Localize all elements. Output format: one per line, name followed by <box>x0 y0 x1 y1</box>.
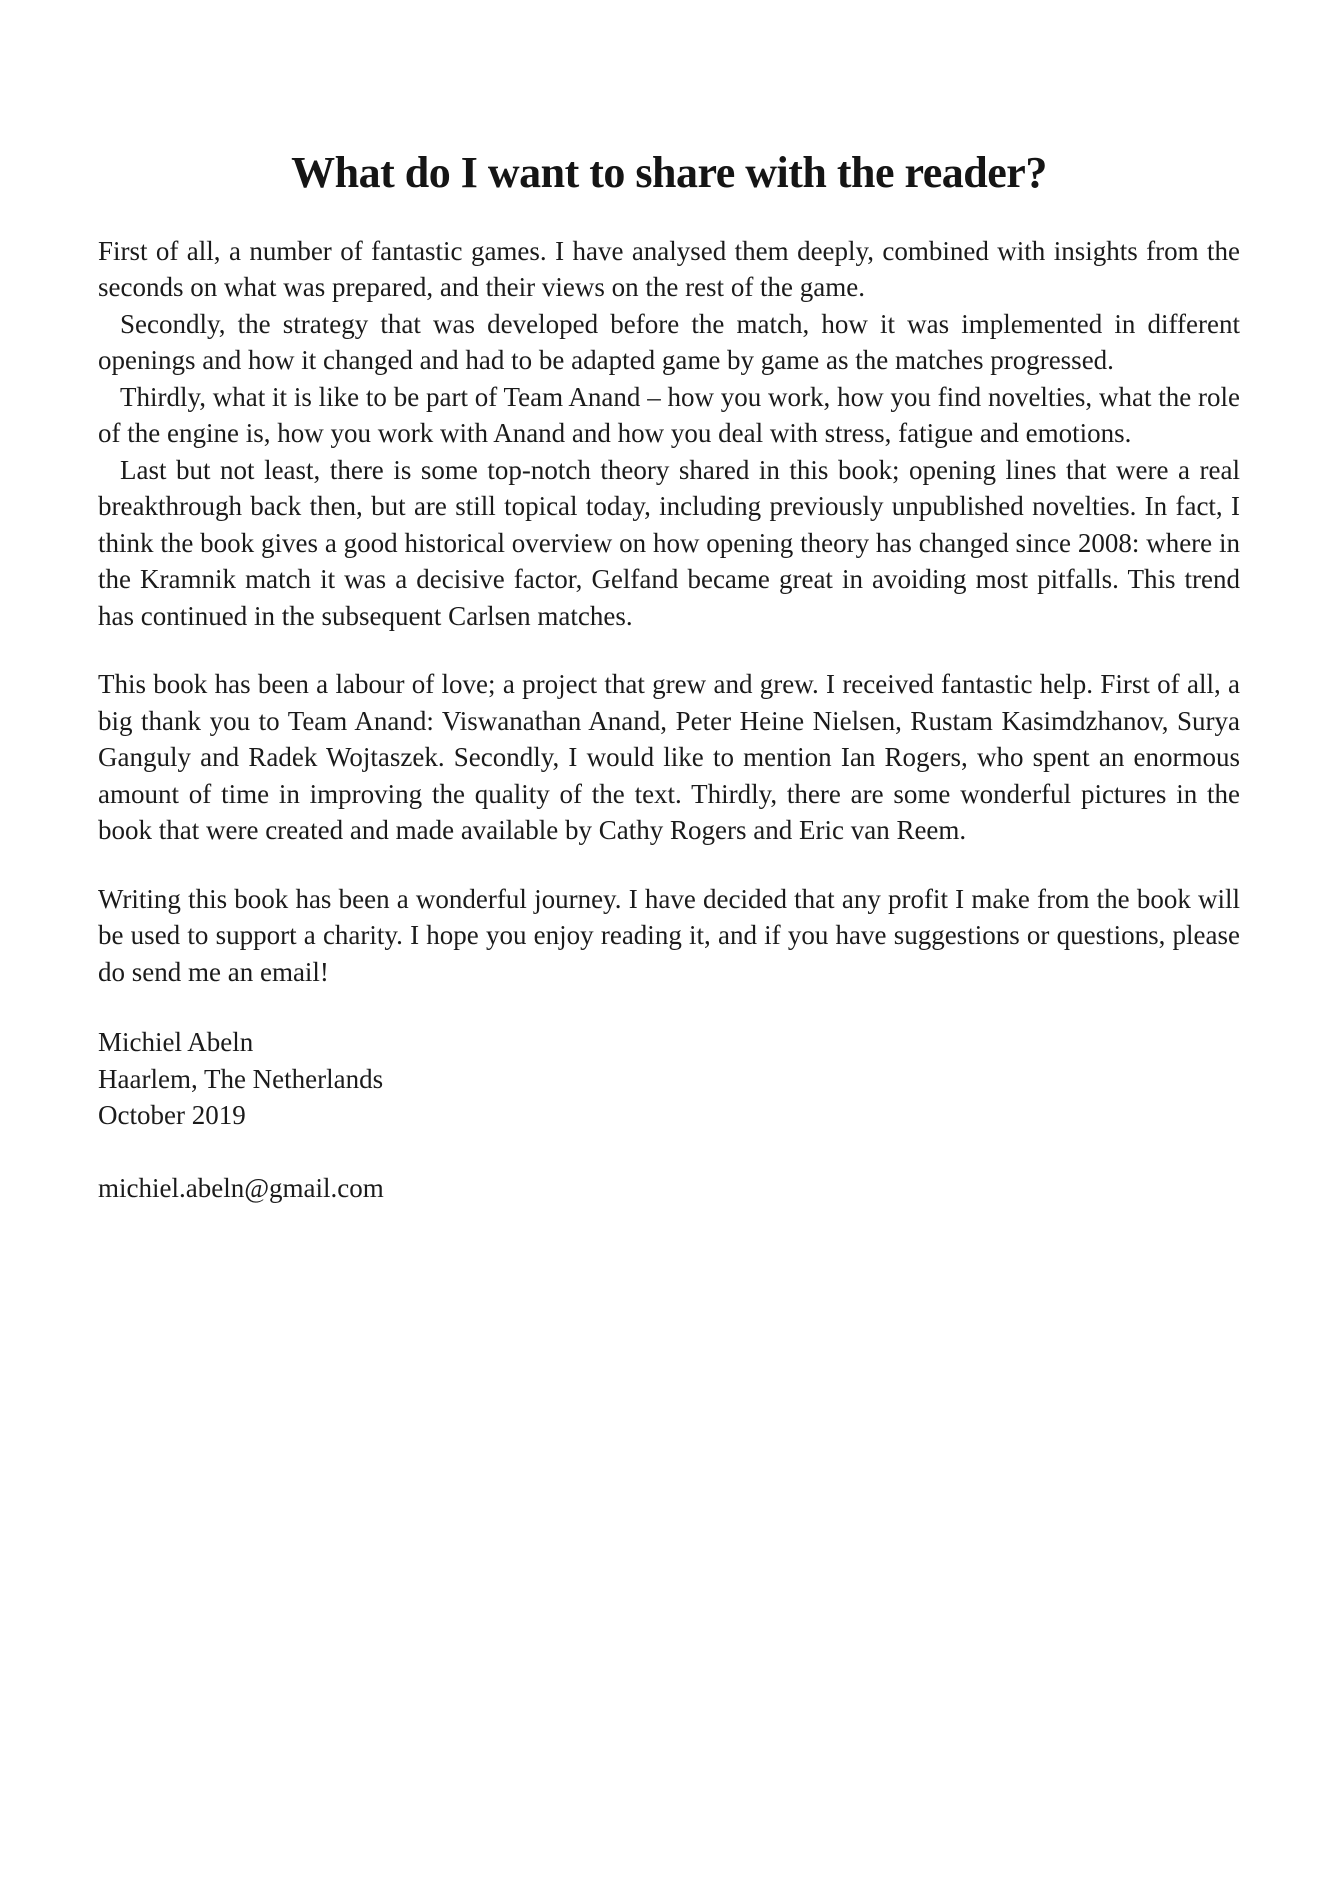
signature-name: Michiel Abeln <box>98 1027 254 1058</box>
page-title: What do I want to share with the reader? <box>291 148 1047 197</box>
paragraph-acknowledgments: This book has been a labour of love; a project that grew and grew. I received fantastic help. First of all, a big thank you to Team Anand: Viswanathan Anand, Peter Heine Nielsen, Rustam Kasimdzhanov, Surya Ganguly and Radek Wojtaszek. Secondly, I would like to mention Ian Rogers, who spent an enormous amount of time in improving the quality of the text. Thirdly, there are some wonderful pictures in the book that were created and made available by Cathy Rogers and Eric van Reem. <box>98 669 1240 846</box>
signature-location: Haarlem, The Netherlands <box>98 1063 384 1094</box>
signature-block <box>98 1024 1240 1134</box>
page-body <box>98 233 1240 991</box>
paragraph-last-but-not-least: Last but not least, there is some top-notch theory shared in this book; opening lines that were a real breakthrough back then, but are still topical today, including previously unpublished novelties. In fact, I think the book gives a good historical overview on how opening theory has changed since 2008: where in the Kramnik match it was a decisive factor, Gelfand became great in avoiding most pitfalls. This trend has continued in the subsequent Carlsen matches. <box>98 454 1240 631</box>
paragraph-first-of-all: First of all, a number of fantastic games. I have analysed them deeply, combined with insights from the seconds on what was prepared, and their views on the rest of the game. <box>98 235 1240 303</box>
paragraph-closing: Writing this book has been a wonderful journey. I have decided that any profit I make from the book will be used to support a charity. I hope you enjoy reading it, and if you have suggestions or questions, please do send me an email! <box>98 883 1240 987</box>
signature-date: October 2019 <box>98 1100 246 1131</box>
paragraph-secondly: Secondly, the strategy that was developed before the match, how it was implemented in different openings and how it changed and had to be adapted game by game as the matches progressed. <box>98 308 1240 376</box>
paragraph-thirdly: Thirdly, what it is like to be part of Team Anand – how you work, how you find novelties, what the role of the engine is, how you work with Anand and how you deal with stress, fatigue and emotions. <box>98 381 1240 449</box>
email-text: michiel.abeln@gmail.com <box>98 1172 384 1203</box>
